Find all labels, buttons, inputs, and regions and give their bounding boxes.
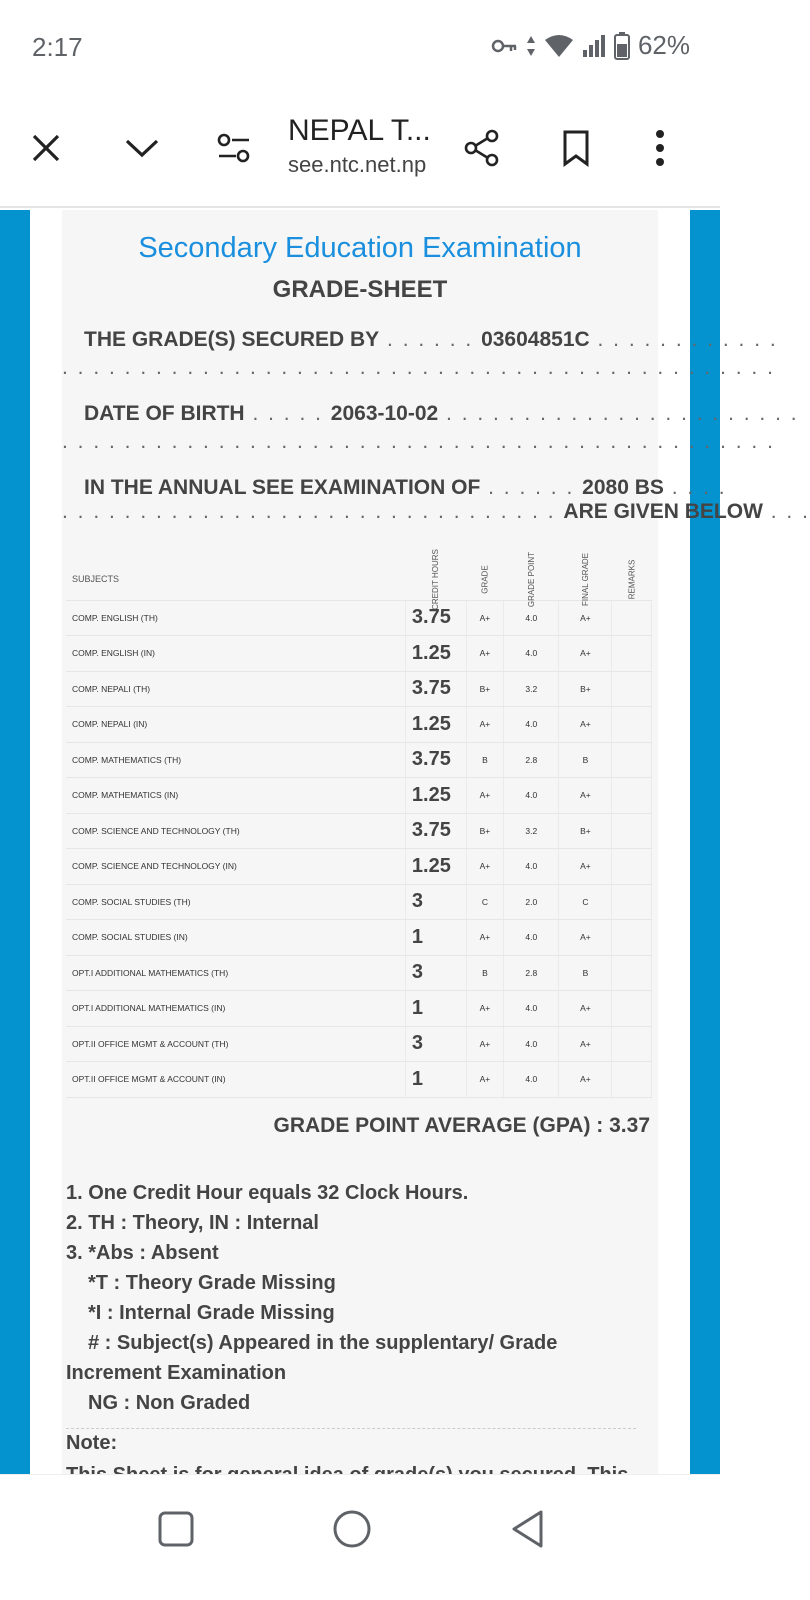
final-grade-cell: A+ (559, 636, 612, 672)
status-time: 2:17 (32, 32, 83, 62)
status-bar (0, 0, 720, 96)
final-grade-cell: A+ (559, 707, 612, 743)
subject-cell: COMP. SCIENCE AND TECHNOLOGY (IN) (66, 849, 405, 885)
grade-cell: B+ (466, 671, 504, 707)
remarks-cell (612, 920, 652, 956)
credit-hours-cell: 1 (405, 1062, 466, 1098)
credit-hours-cell: 1.25 (405, 849, 466, 885)
wifi-icon (544, 34, 574, 58)
grade-cell: A+ (466, 849, 504, 885)
grade-cell: A+ (466, 1026, 504, 1062)
system-nav-bar (0, 1474, 720, 1600)
final-grade-cell: B (559, 742, 612, 778)
close-button[interactable] (18, 122, 74, 178)
remarks-cell (612, 884, 652, 920)
dots-line-1: . . . . . . . . . . . . . . . . . . . . . . . . . . . . . . . . . . . . . . . . . . . . . . (62, 356, 775, 379)
web-page (0, 210, 810, 1500)
credit-hours-cell: 3 (405, 1026, 466, 1062)
exam-year: 2080 BS (582, 476, 664, 499)
credit-hours-cell: 1 (405, 991, 466, 1027)
grade-cell: A+ (466, 636, 504, 672)
nav-home-icon (332, 1509, 372, 1554)
col-grade-point: GRADE POINT (504, 558, 559, 600)
subject-cell: COMP. NEPALI (IN) (66, 707, 405, 743)
grade-point-cell: 4.0 (504, 991, 559, 1027)
grade-point-cell: 2.8 (504, 742, 559, 778)
final-grade-cell: A+ (559, 920, 612, 956)
page-info-button[interactable] (206, 122, 262, 178)
credit-hours-cell: 1.25 (405, 636, 466, 672)
remarks-cell (612, 1026, 652, 1062)
grade-point-cell: 4.0 (504, 707, 559, 743)
data-arrows-icon (526, 35, 536, 57)
legend-item: Increment Examination (66, 1362, 287, 1384)
final-grade-cell: A+ (559, 1026, 612, 1062)
table-row (66, 1062, 652, 1098)
note-title: Note: (66, 1432, 118, 1454)
final-grade-cell: A+ (559, 600, 612, 636)
credit-hours-cell: 3.75 (405, 813, 466, 849)
home-button[interactable] (322, 1501, 382, 1561)
subject-cell: COMP. ENGLISH (IN) (66, 636, 405, 672)
grade-cell: C (466, 884, 504, 920)
grade-cell: B+ (466, 813, 504, 849)
remarks-cell (612, 707, 652, 743)
subject-cell: OPT.I ADDITIONAL MATHEMATICS (TH) (66, 955, 405, 991)
secured-by-label: THE GRADE(S) SECURED BY (84, 328, 380, 351)
table-row (66, 884, 652, 920)
grade-point-cell: 3.2 (504, 671, 559, 707)
table-row (66, 778, 652, 814)
remarks-cell (612, 813, 652, 849)
col-remarks: REMARKS (612, 558, 652, 600)
table-row (66, 1026, 652, 1062)
annual-line: IN THE ANNUAL SEE EXAMINATION OF . . . . . . 2080 BS . . . . (84, 476, 727, 499)
secured-by-line: THE GRADE(S) SECURED BY . . . . . . 03604851C . . . . . . . . . . . . (84, 328, 778, 351)
remarks-cell (612, 1062, 652, 1098)
final-grade-cell: C (559, 884, 612, 920)
grade-point-cell: 4.0 (504, 1026, 559, 1062)
status-icons (492, 30, 690, 61)
browser-toolbar (0, 96, 720, 208)
more-vert-icon (655, 130, 665, 171)
subject-cell: COMP. SOCIAL STUDIES (IN) (66, 920, 405, 956)
grade-cell: B (466, 955, 504, 991)
legend-item: *T : Theory Grade Missing (88, 1272, 336, 1294)
credit-hours-cell: 3.75 (405, 742, 466, 778)
url-block[interactable] (288, 114, 458, 178)
grade-cell: B (466, 742, 504, 778)
grade-point-cell: 2.8 (504, 955, 559, 991)
page-host: see.ntc.net.np (288, 152, 427, 177)
nav-back-icon (509, 1509, 547, 1554)
grade-point-cell: 4.0 (504, 920, 559, 956)
back-button[interactable] (498, 1501, 558, 1561)
final-grade-cell: B (559, 955, 612, 991)
grade-cell: A+ (466, 1062, 504, 1098)
subject-cell: COMP. SOCIAL STUDIES (TH) (66, 884, 405, 920)
remarks-cell (612, 636, 652, 672)
chevron-down-icon (124, 137, 160, 164)
grade-cell: A+ (466, 778, 504, 814)
nav-recents-icon (157, 1510, 195, 1553)
dob-value: 2063-10-02 (330, 402, 439, 425)
grade-point-cell: 4.0 (504, 778, 559, 814)
given-below: ARE GIVEN BELOW (563, 500, 763, 523)
card-outer (30, 210, 810, 1500)
bookmark-icon (562, 130, 590, 171)
annual-label: IN THE ANNUAL SEE EXAMINATION OF (84, 476, 481, 499)
battery-icon (614, 32, 630, 60)
symbol-number: 03604851C (481, 328, 590, 351)
final-grade-cell: A+ (559, 849, 612, 885)
grade-sheet-card (62, 210, 810, 1500)
grades-table (66, 548, 652, 1098)
more-button[interactable] (632, 122, 688, 178)
remarks-cell (612, 671, 652, 707)
legend-item: 3. *Abs : Absent (66, 1242, 219, 1264)
credit-hours-cell: 1.25 (405, 707, 466, 743)
final-grade-cell: B+ (559, 813, 612, 849)
grade-point-cell: 2.0 (504, 884, 559, 920)
page-settings-icon (217, 133, 251, 168)
signal-icon (582, 35, 606, 57)
col-final-grade: FINAL GRADE (559, 558, 612, 600)
legend (66, 1178, 652, 1418)
grade-point-cell: 4.0 (504, 636, 559, 672)
final-grade-cell: A+ (559, 991, 612, 1027)
final-grade-cell: B+ (559, 671, 612, 707)
table-row (66, 920, 652, 956)
minimize-button[interactable] (114, 122, 170, 178)
remarks-cell (612, 991, 652, 1027)
remarks-cell (612, 742, 652, 778)
table-row (66, 991, 652, 1027)
table-header-row (66, 558, 652, 600)
table-row (66, 707, 652, 743)
key-icon (492, 38, 518, 54)
table-row (66, 636, 652, 672)
subject-cell: OPT.I ADDITIONAL MATHEMATICS (IN) (66, 991, 405, 1027)
final-grade-cell: A+ (559, 778, 612, 814)
grade-cell: A+ (466, 991, 504, 1027)
table-row (66, 813, 652, 849)
table-row (66, 600, 652, 636)
grade-rows (66, 600, 652, 1097)
given-below-line: . . . . . . . . . . . . . . . . . . . . . . . . . . . . . . . . ARE GIVEN BELOW . . . (62, 500, 810, 523)
table-row (66, 742, 652, 778)
subject-cell: COMP. SCIENCE AND TECHNOLOGY (TH) (66, 813, 405, 849)
table-row (66, 849, 652, 885)
sheet-subtitle: GRADE-SHEET (272, 276, 448, 303)
legend-item: 1. One Credit Hour equals 32 Clock Hours. (66, 1182, 469, 1204)
col-credit-hours: CREDIT HOURS (405, 558, 466, 600)
subject-cell: OPT.II OFFICE MGMT & ACCOUNT (IN) (66, 1062, 405, 1098)
grade-point-cell: 4.0 (504, 600, 559, 636)
grade-cell: A+ (466, 920, 504, 956)
grade-point-cell: 3.2 (504, 813, 559, 849)
grade-point-cell: 4.0 (504, 1062, 559, 1098)
subject-cell: OPT.II OFFICE MGMT & ACCOUNT (TH) (66, 1026, 405, 1062)
credit-hours-cell: 3.75 (405, 600, 466, 636)
final-grade-cell: A+ (559, 1062, 612, 1098)
recents-button[interactable] (146, 1501, 206, 1561)
remarks-cell (612, 778, 652, 814)
note-divider (66, 1428, 636, 1429)
legend-item: NG : Non Graded (88, 1392, 251, 1414)
col-subjects: SUBJECTS (66, 558, 405, 600)
credit-hours-cell: 3.75 (405, 671, 466, 707)
credit-hours-cell: 3 (405, 955, 466, 991)
subject-cell: COMP. NEPALI (TH) (66, 671, 405, 707)
exam-title: Secondary Education Examination (138, 232, 582, 264)
battery-percent: 62% (637, 30, 690, 60)
table-row (66, 671, 652, 707)
legend-item: 2. TH : Theory, IN : Internal (66, 1212, 319, 1234)
remarks-cell (612, 600, 652, 636)
page-title: NEPAL T... (288, 114, 431, 147)
share-button[interactable] (454, 122, 510, 178)
col-grade: GRADE (466, 558, 504, 600)
legend-item: # : Subject(s) Appeared in the supplentary/ Grade (88, 1332, 558, 1354)
dob-label: DATE OF BIRTH (84, 402, 245, 425)
credit-hours-cell: 1 (405, 920, 466, 956)
credit-hours-cell: 3 (405, 884, 466, 920)
bookmark-button[interactable] (548, 122, 604, 178)
gpa: GRADE POINT AVERAGE (GPA) : 3.37 (273, 1114, 650, 1137)
remarks-cell (612, 955, 652, 991)
subject-cell: COMP. ENGLISH (TH) (66, 600, 405, 636)
remarks-cell (612, 849, 652, 885)
legend-item: *I : Internal Grade Missing (88, 1302, 335, 1324)
subject-cell: COMP. MATHEMATICS (TH) (66, 742, 405, 778)
close-icon (30, 132, 62, 169)
credit-hours-cell: 1.25 (405, 778, 466, 814)
grade-point-cell: 4.0 (504, 849, 559, 885)
subject-cell: COMP. MATHEMATICS (IN) (66, 778, 405, 814)
dots-line-2: . . . . . . . . . . . . . . . . . . . . . . . . . . . . . . . . . . . . . . . . . . . . . . (62, 430, 775, 453)
dob-line: DATE OF BIRTH . . . . . 2063-10-02 . . . . . . . . . . . . . . . . . . . . . . . (84, 402, 799, 425)
table-row (66, 955, 652, 991)
grade-cell: A+ (466, 600, 504, 636)
share-icon (463, 129, 501, 172)
grade-cell: A+ (466, 707, 504, 743)
